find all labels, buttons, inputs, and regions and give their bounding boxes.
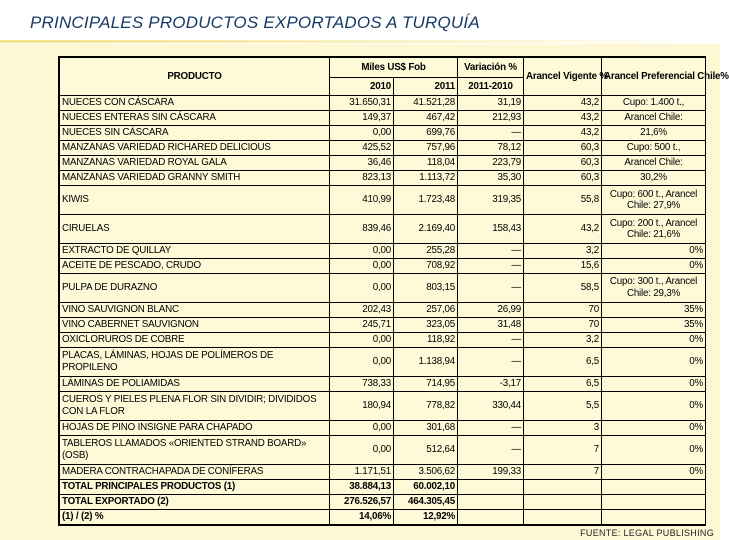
cell-arancel-vigente: 70	[524, 317, 602, 332]
table-row	[60, 376, 706, 391]
cell-variacion: 35,30	[458, 171, 524, 186]
cell-variacion: —	[458, 435, 524, 464]
cell-2011: 699,76	[394, 126, 458, 141]
table-row	[60, 141, 706, 156]
cell-producto: TOTAL PRINCIPALES PRODUCTOS (1)	[60, 479, 330, 494]
cell-producto: NUECES SIN CÁSCARA	[60, 126, 330, 141]
cell-arancel-vigente: 43,2	[524, 215, 602, 244]
header-producto: PRODUCTO	[60, 58, 330, 96]
table-row	[60, 317, 706, 332]
cell-2010: 425,52	[330, 141, 394, 156]
cell-arancel-pref: 0%	[602, 332, 706, 347]
table-row	[60, 243, 706, 258]
totals-row	[60, 494, 706, 509]
cell-arancel-vigente: 3	[524, 420, 602, 435]
cell-arancel-vigente: 7	[524, 464, 602, 479]
cell-2010: 0,00	[330, 435, 394, 464]
cell-2011: 467,42	[394, 111, 458, 126]
cell-2011: 1.138,94	[394, 347, 458, 376]
cell-2010: 823,13	[330, 171, 394, 186]
cell-variacion: —	[458, 274, 524, 303]
cell-2010: 180,94	[330, 391, 394, 420]
cell-empty	[458, 509, 524, 524]
cell-2011: 2.169,40	[394, 215, 458, 244]
cell-arancel-pref: Cupo: 200 t., Arancel Chile: 21,6%	[602, 215, 706, 244]
cell-arancel-vigente: 3,2	[524, 332, 602, 347]
cell-variacion: 330,44	[458, 391, 524, 420]
cell-2011: 1.723,48	[394, 186, 458, 215]
cell-producto: NUECES CON CÁSCARA	[60, 96, 330, 111]
table-row	[60, 126, 706, 141]
cell-arancel-vigente: 5,5	[524, 391, 602, 420]
header-year-2010: 2010	[330, 78, 394, 96]
cell-2010: 0,00	[330, 126, 394, 141]
cell-empty	[602, 494, 706, 509]
header-arancel-preferencial: Arancel Preferencial Chile%	[602, 58, 706, 96]
header-miles-usd-fob: Miles US$ Fob	[330, 58, 458, 78]
cell-producto: EXTRACTO DE QUILLAY	[60, 243, 330, 258]
cell-arancel-vigente: 60,3	[524, 156, 602, 171]
cell-2011: 323,05	[394, 317, 458, 332]
table-row	[60, 274, 706, 303]
cell-variacion: —	[458, 258, 524, 273]
cell-producto: KIWIS	[60, 186, 330, 215]
cell-2010: 38.884,13	[330, 479, 394, 494]
cell-variacion: -3,17	[458, 376, 524, 391]
cell-2010: 1.171,51	[330, 464, 394, 479]
cell-arancel-pref: 0%	[602, 243, 706, 258]
cell-arancel-vigente: 43,2	[524, 126, 602, 141]
cell-empty	[458, 479, 524, 494]
cell-empty	[458, 494, 524, 509]
cell-2011: 512,64	[394, 435, 458, 464]
cell-arancel-vigente: 7	[524, 435, 602, 464]
cell-2010: 14,06%	[330, 509, 394, 524]
table-row	[60, 435, 706, 464]
cell-2011: 255,28	[394, 243, 458, 258]
cell-arancel-pref: Arancel Chile:	[602, 156, 706, 171]
cell-2010: 0,00	[330, 243, 394, 258]
cell-2010: 0,00	[330, 332, 394, 347]
cell-arancel-vigente: 60,3	[524, 141, 602, 156]
cell-variacion: 31,48	[458, 317, 524, 332]
cell-arancel-pref: 21,6%	[602, 126, 706, 141]
cell-empty	[524, 509, 602, 524]
cell-variacion: 78,12	[458, 141, 524, 156]
table-row	[60, 302, 706, 317]
cell-arancel-vigente: 43,2	[524, 111, 602, 126]
cell-arancel-pref: 0%	[602, 435, 706, 464]
exports-table	[59, 57, 729, 525]
table-row	[60, 347, 706, 376]
cell-2010: 0,00	[330, 347, 394, 376]
cell-2011: 60.002,10	[394, 479, 458, 494]
title-underline	[0, 40, 720, 43]
cell-2010: 0,00	[330, 420, 394, 435]
table-row	[60, 215, 706, 244]
cell-producto: CIRUELAS	[60, 215, 330, 244]
cell-arancel-pref: 0%	[602, 391, 706, 420]
cell-2010: 36,46	[330, 156, 394, 171]
cell-2010: 149,37	[330, 111, 394, 126]
cell-arancel-pref: Arancel Chile:	[602, 111, 706, 126]
cell-empty	[602, 479, 706, 494]
cell-2011: 257,06	[394, 302, 458, 317]
cell-producto: CUEROS Y PIELES PLENA FLOR SIN DIVIDIR; DIVIDIDOS CON LA FLOR	[60, 391, 330, 420]
totals-row	[60, 479, 706, 494]
cell-arancel-vigente: 55,8	[524, 186, 602, 215]
cell-arancel-pref: 0%	[602, 376, 706, 391]
cell-producto: MANZANAS VARIEDAD GRANNY SMITH	[60, 171, 330, 186]
cell-2011: 41.521,28	[394, 96, 458, 111]
cell-arancel-pref: 0%	[602, 464, 706, 479]
cell-arancel-pref: 30,2%	[602, 171, 706, 186]
table-row	[60, 96, 706, 111]
cell-2011: 1.113,72	[394, 171, 458, 186]
table-row	[60, 186, 706, 215]
cell-empty	[524, 479, 602, 494]
cell-arancel-pref: Cupo: 1.400 t.,	[602, 96, 706, 111]
cell-2010: 0,00	[330, 258, 394, 273]
cell-2011: 118,92	[394, 332, 458, 347]
exports-table-container	[58, 56, 729, 526]
header-variacion: Variación %	[458, 58, 524, 78]
cell-producto: TOTAL EXPORTADO (2)	[60, 494, 330, 509]
cell-2011: 118,04	[394, 156, 458, 171]
cell-producto: OXICLORUROS DE COBRE	[60, 332, 330, 347]
cell-variacion: 31,19	[458, 96, 524, 111]
header-year-2011: 2011	[394, 78, 458, 96]
cell-producto: MADERA CONTRACHAPADA DE CONÍFERAS	[60, 464, 330, 479]
cell-2010: 839,46	[330, 215, 394, 244]
cell-2010: 0,00	[330, 274, 394, 303]
cell-2011: 778,82	[394, 391, 458, 420]
cell-producto: (1) / (2) %	[60, 509, 330, 524]
cell-producto: VINO CABERNET SAUVIGNON	[60, 317, 330, 332]
cell-variacion: —	[458, 347, 524, 376]
cell-producto: ACEITE DE PESCADO, CRUDO	[60, 258, 330, 273]
cell-variacion: 223,79	[458, 156, 524, 171]
cell-variacion: —	[458, 243, 524, 258]
cell-variacion: 26,99	[458, 302, 524, 317]
cell-arancel-vigente: 15,6	[524, 258, 602, 273]
cell-producto: TABLEROS LLAMADOS «ORIENTED STRAND BOARD» (OSB)	[60, 435, 330, 464]
cell-2010: 202,43	[330, 302, 394, 317]
table-row	[60, 391, 706, 420]
table-row	[60, 332, 706, 347]
cell-variacion: 319,35	[458, 186, 524, 215]
cell-variacion: —	[458, 420, 524, 435]
cell-producto: MANZANAS VARIEDAD RICHARED DELICIOUS	[60, 141, 330, 156]
table-row	[60, 171, 706, 186]
cell-arancel-pref: 35%	[602, 302, 706, 317]
cell-2011: 301,68	[394, 420, 458, 435]
totals-row	[60, 509, 706, 524]
cell-arancel-pref: Cupo: 500 t.,	[602, 141, 706, 156]
cell-producto: MANZANAS VARIEDAD ROYAL GALA	[60, 156, 330, 171]
cell-2011: 464.305,45	[394, 494, 458, 509]
cell-2011: 714,95	[394, 376, 458, 391]
cell-producto: LÁMINAS DE POLIAMIDAS	[60, 376, 330, 391]
cell-producto: PLACAS, LÁMINAS, HOJAS DE POLÍMEROS DE PROPILENO	[60, 347, 330, 376]
cell-variacion: 158,43	[458, 215, 524, 244]
cell-producto: VINO SAUVIGNON BLANC	[60, 302, 330, 317]
cell-arancel-vigente: 60,3	[524, 171, 602, 186]
cell-arancel-pref: 0%	[602, 420, 706, 435]
cell-arancel-pref: 35%	[602, 317, 706, 332]
table-row	[60, 464, 706, 479]
cell-producto: NUECES ENTERAS SIN CÁSCARA	[60, 111, 330, 126]
cell-2010: 276.526,57	[330, 494, 394, 509]
header-arancel-vigente: Arancel Vigente %	[524, 58, 602, 96]
source-footer: FUENTE: LEGAL PUBLISHING	[580, 528, 714, 538]
cell-variacion: —	[458, 126, 524, 141]
cell-arancel-vigente: 70	[524, 302, 602, 317]
page-title: PRINCIPALES PRODUCTOS EXPORTADOS A TURQUÍA	[30, 13, 480, 32]
cell-arancel-pref: 0%	[602, 347, 706, 376]
cell-2010: 245,71	[330, 317, 394, 332]
table-row	[60, 111, 706, 126]
table-row	[60, 420, 706, 435]
cell-arancel-vigente: 43,2	[524, 96, 602, 111]
cell-2011: 12,92%	[394, 509, 458, 524]
cell-arancel-vigente: 58,5	[524, 274, 602, 303]
cell-producto: PULPA DE DURAZNO	[60, 274, 330, 303]
cell-arancel-vigente: 3,2	[524, 243, 602, 258]
cell-2011: 708,92	[394, 258, 458, 273]
cell-arancel-pref: 0%	[602, 258, 706, 273]
cell-2010: 410,99	[330, 186, 394, 215]
cell-arancel-vigente: 6,5	[524, 376, 602, 391]
cell-arancel-vigente: 6,5	[524, 347, 602, 376]
cell-2011: 3.506,62	[394, 464, 458, 479]
table-row	[60, 258, 706, 273]
cell-variacion: 199,33	[458, 464, 524, 479]
cell-empty	[524, 494, 602, 509]
cell-arancel-pref: Cupo: 300 t., Arancel Chile: 29,3%	[602, 274, 706, 303]
cell-2010: 31.650,31	[330, 96, 394, 111]
cell-2011: 757,96	[394, 141, 458, 156]
cell-2011: 803,15	[394, 274, 458, 303]
table-row	[60, 156, 706, 171]
cell-variacion: 212,93	[458, 111, 524, 126]
cell-producto: HOJAS DE PINO INSIGNE PARA CHAPADO	[60, 420, 330, 435]
cell-variacion: —	[458, 332, 524, 347]
cell-empty	[602, 509, 706, 524]
header-range: 2011-2010	[458, 78, 524, 96]
cell-2010: 738,33	[330, 376, 394, 391]
cell-arancel-pref: Cupo: 600 t., Arancel Chile: 27,9%	[602, 186, 706, 215]
